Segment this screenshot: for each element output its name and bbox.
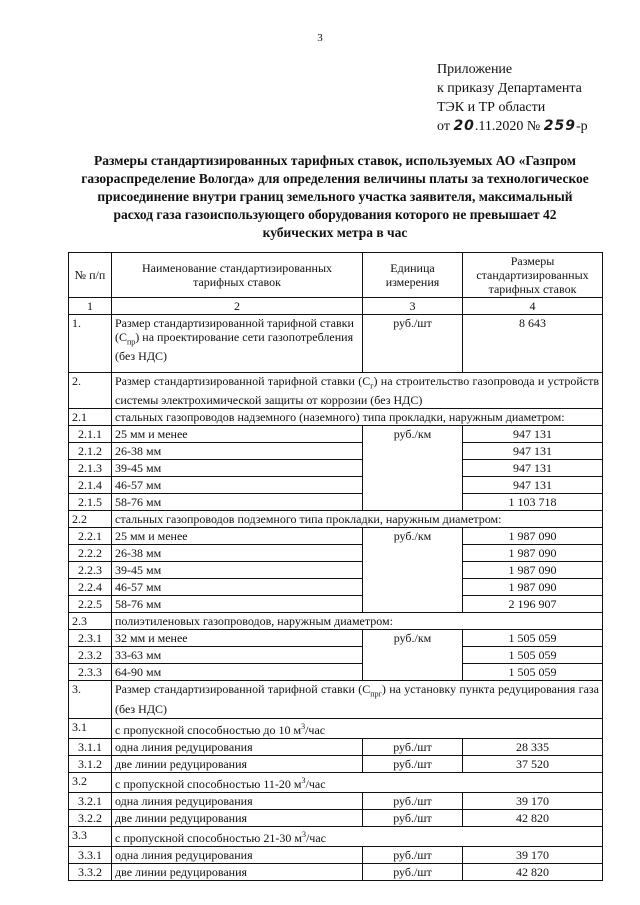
row-value: 8 643 [463, 315, 603, 373]
table-header-row [69, 253, 603, 298]
table-row [69, 647, 603, 664]
table-row [69, 545, 603, 562]
row-name: одна линия редуцирования [112, 793, 363, 810]
row-unit: руб./шт [363, 810, 463, 827]
row-name: 39-45 мм [112, 562, 363, 579]
group-title-row [69, 511, 603, 528]
row-num: 2.1.5 [69, 494, 112, 511]
row-name: 64-90 мм [112, 664, 363, 681]
row-unit: руб./шт [363, 847, 463, 864]
col-number: 3 [363, 298, 463, 315]
table-row [69, 681, 603, 719]
row-num: 3.3.2 [69, 864, 112, 881]
row-name: две линии редуцирования [112, 864, 363, 881]
order-suffix: -р [576, 119, 588, 134]
row-name: 39-45 мм [112, 460, 363, 477]
row-num: 2.1.3 [69, 460, 112, 477]
row-value: 1 987 090 [463, 562, 603, 579]
row-num: 2.2.4 [69, 579, 112, 596]
row-name: две линии редуцирования [112, 810, 363, 827]
row-value: 1 505 059 [463, 664, 603, 681]
row-value: 947 131 [463, 426, 603, 443]
row-num: 2.3.2 [69, 647, 112, 664]
row-unit: руб./шт [363, 739, 463, 756]
row-value: 947 131 [463, 460, 603, 477]
row-name: 46-57 мм [112, 477, 363, 494]
row-num: 2.2.3 [69, 562, 112, 579]
row-name: 33-63 мм [112, 647, 363, 664]
table-row [69, 810, 603, 827]
col-number: 4 [463, 298, 603, 315]
table-row [69, 494, 603, 511]
group-title: с пропускной способностью 21-30 $м^3$/час [112, 827, 603, 847]
group-title: стальных газопроводов надземного (наземного) типа прокладки, наружным диаметром: [112, 409, 603, 426]
row-num: 3.3 [69, 827, 112, 847]
row-num: 2.2 [69, 511, 112, 528]
row-num: 3.1.2 [69, 756, 112, 773]
row-name: одна линия редуцирования [112, 739, 363, 756]
group-title-row [69, 409, 603, 426]
annex-date-line [437, 117, 588, 136]
header-unit: Единица измерения [363, 253, 463, 298]
table-row [69, 579, 603, 596]
row-num: 3.2.2 [69, 810, 112, 827]
row-num: 3.3.1 [69, 847, 112, 864]
group-title: с пропускной способностью до 10 $м^3$/час [112, 719, 603, 739]
row-unit: руб./км [363, 528, 463, 613]
table-row [69, 426, 603, 443]
row-unit: руб./шт [363, 864, 463, 881]
table-row [69, 528, 603, 545]
group-title-row [69, 719, 603, 739]
row-num: 3.2.1 [69, 793, 112, 810]
group-title-row [69, 613, 603, 630]
row-value: 42 820 [463, 810, 603, 827]
row-value: 42 820 [463, 864, 603, 881]
handwritten-order-number: 259 [543, 118, 576, 134]
row-name: 32 мм и менее [112, 630, 363, 647]
table-row [69, 664, 603, 681]
row-name: 26-38 мм [112, 443, 363, 460]
row-num: 2.2.5 [69, 596, 112, 613]
table-row [69, 562, 603, 579]
row-num: 2.1.1 [69, 426, 112, 443]
row-num: 2.2.1 [69, 528, 112, 545]
row-num: 3.1.1 [69, 739, 112, 756]
row-num: 2.3.1 [69, 630, 112, 647]
col-number: 2 [112, 298, 363, 315]
group-title-row [69, 773, 603, 793]
row-num: 2.3.3 [69, 664, 112, 681]
table-row [69, 630, 603, 647]
row-unit: руб./км [363, 630, 463, 681]
row-name: Размер стандартизированной тарифной ставки $(С_{пр})$ на проектирование сети газопотребления (без НДС) [112, 315, 363, 373]
column-number-row [69, 298, 603, 315]
row-value: 1 987 090 [463, 528, 603, 545]
row-value: 28 335 [463, 739, 603, 756]
table-row [69, 739, 603, 756]
row-unit: руб./шт [363, 793, 463, 810]
annex-order-line: к приказу Департамента [437, 81, 582, 96]
row-unit: руб./шт [363, 315, 463, 373]
header-name: Наименование стандартизированных тарифных ставок [112, 253, 363, 298]
handwritten-day: 20 [453, 118, 475, 134]
document-heading: Размеры стандартизированных тарифных ставок, используемых АО «Газпром газораспределение Вологда» для определения величины платы за технологическое присоединение внутри границ земельного участка заявителя, максимальный расход газа газоиспользующего оборудования которого не превышает 42 кубических метра в час [81, 153, 589, 240]
row-value: 1 987 090 [463, 545, 603, 562]
annex-department-line: ТЭК и ТР области [437, 100, 546, 115]
row-name: 58-76 мм [112, 596, 363, 613]
header-size: Размеры стандартизированных тарифных ставок [463, 253, 603, 298]
row-name: 58-76 мм [112, 494, 363, 511]
table-row [69, 847, 603, 864]
header-num: № п/п [69, 253, 112, 298]
table-row [69, 315, 603, 373]
table-row [69, 443, 603, 460]
row-value: 1 987 090 [463, 579, 603, 596]
row-num: 2.1 [69, 409, 112, 426]
annex-title: Приложение [437, 62, 513, 77]
table-row [69, 864, 603, 881]
group-title: с пропускной способностью 11-20 $м^3$/час [112, 773, 603, 793]
table-row [69, 756, 603, 773]
row-name: 25 мм и менее [112, 426, 363, 443]
row-value: 39 170 [463, 847, 603, 864]
row-num: 2.1.2 [69, 443, 112, 460]
table-row [69, 460, 603, 477]
tariff-table [68, 252, 603, 881]
row-name: Размер стандартизированной тарифной ставки $(С_г)$ на строительство газопровода и устройств системы электрохимической защиты от коррозии (без НДС) [112, 373, 603, 409]
row-value: 2 196 907 [463, 596, 603, 613]
row-num: 3.2 [69, 773, 112, 793]
row-num: 2. [69, 373, 112, 409]
group-title-row [69, 827, 603, 847]
date-prefix: от [437, 119, 454, 134]
row-value: 1 103 718 [463, 494, 603, 511]
row-num: 2.3 [69, 613, 112, 630]
row-num: 2.2.2 [69, 545, 112, 562]
row-name: одна линия редуцирования [112, 847, 363, 864]
page-number: 3 [317, 32, 323, 44]
table-row [69, 596, 603, 613]
table-row [69, 477, 603, 494]
row-name: 26-38 мм [112, 545, 363, 562]
group-title: полиэтиленовых газопроводов, наружным диаметром: [112, 613, 603, 630]
row-value: 1 505 059 [463, 647, 603, 664]
date-rest: .11.2020 № [474, 119, 544, 134]
annex-block [437, 60, 588, 136]
row-name: Размер стандартизированной тарифной ставки $(С_{прг})$ на установку пункта редуцирования газа (без НДС) [112, 681, 603, 719]
row-name: 46-57 мм [112, 579, 363, 596]
row-num: 3.1 [69, 719, 112, 739]
row-value: 947 131 [463, 477, 603, 494]
group-title: стальных газопроводов подземного типа прокладки, наружным диаметром: [112, 511, 603, 528]
row-num: 1. [69, 315, 112, 373]
row-value: 1 505 059 [463, 630, 603, 647]
row-name: 25 мм и менее [112, 528, 363, 545]
row-name: две линии редуцирования [112, 756, 363, 773]
table-row [69, 793, 603, 810]
row-value: 39 170 [463, 793, 603, 810]
row-num: 2.1.4 [69, 477, 112, 494]
row-unit: руб./шт [363, 756, 463, 773]
row-value: 37 520 [463, 756, 603, 773]
row-value: 947 131 [463, 443, 603, 460]
col-number: 1 [69, 298, 112, 315]
row-unit: руб./км [363, 426, 463, 511]
row-num: 3. [69, 681, 112, 719]
table-row [69, 373, 603, 409]
